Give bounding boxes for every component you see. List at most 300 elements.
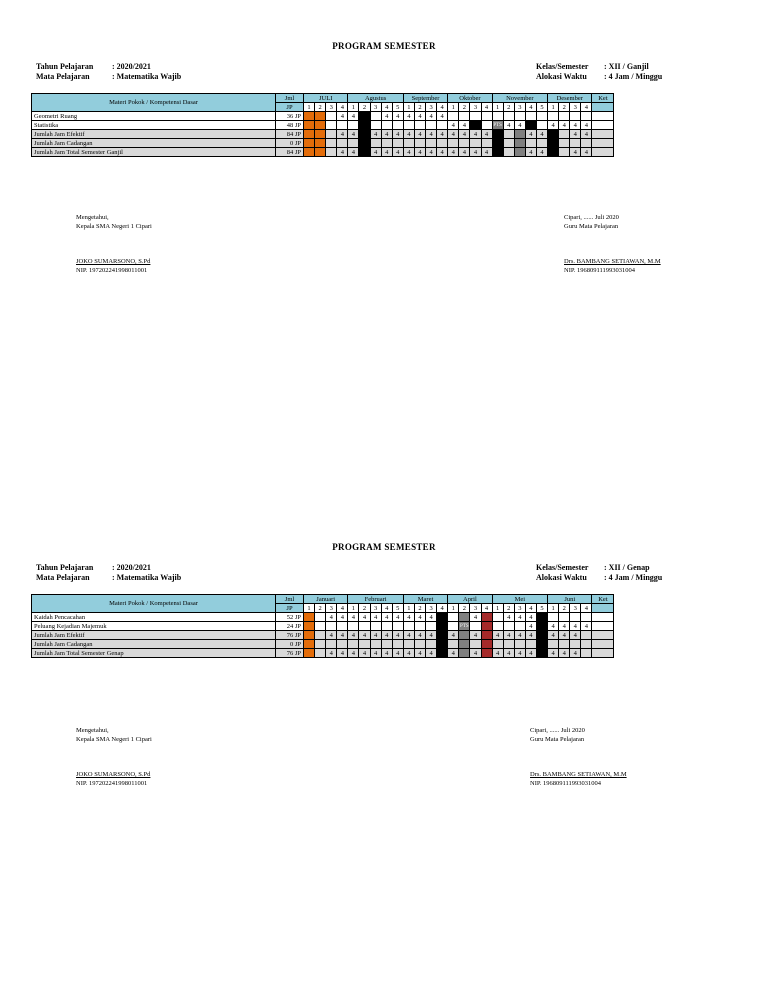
week-cell: 4 xyxy=(525,631,536,640)
week-cell: 4 xyxy=(414,130,425,139)
kelas-info-sem2 xyxy=(536,563,650,573)
week-cell: 4 xyxy=(492,631,503,640)
header-jml: Jml xyxy=(276,94,304,103)
week-cell: 4 xyxy=(470,148,481,157)
week-cell: 4 xyxy=(403,148,414,157)
row-materi: Geometri Ruang xyxy=(32,112,276,121)
week-cell: 4 xyxy=(414,148,425,157)
week-number: 4 xyxy=(481,103,492,112)
header-month: Agustus xyxy=(348,94,403,103)
week-cell: 4 xyxy=(348,130,359,139)
mengetahui-text: Mengetahui, xyxy=(76,727,109,734)
week-cell xyxy=(536,112,547,121)
week-cell xyxy=(403,622,414,631)
week-cell: 4 xyxy=(426,631,437,640)
week-number: 2 xyxy=(315,604,326,613)
week-number: 2 xyxy=(503,604,514,613)
table-row xyxy=(32,649,614,658)
header-month: Februari xyxy=(348,595,403,604)
week-number: 2 xyxy=(559,103,570,112)
week-cell xyxy=(481,622,492,631)
week-cell xyxy=(536,622,547,631)
week-cell xyxy=(304,130,315,139)
week-cell xyxy=(581,139,592,148)
week-number: 4 xyxy=(381,103,392,112)
week-cell xyxy=(503,139,514,148)
week-cell: 4 xyxy=(437,148,448,157)
row-materi: Jumlah Jam Cadangan xyxy=(32,139,276,148)
week-cell xyxy=(315,631,326,640)
week-cell: 4 xyxy=(337,631,348,640)
row-ket xyxy=(592,139,614,148)
week-cell xyxy=(414,121,425,130)
alokasi-label: Alokasi Waktu xyxy=(536,573,587,582)
header-month: April xyxy=(448,595,492,604)
week-cell xyxy=(403,640,414,649)
week-number: 4 xyxy=(337,103,348,112)
week-cell xyxy=(426,121,437,130)
header-ket: Ket xyxy=(592,94,614,103)
week-cell: 4 xyxy=(514,631,525,640)
week-cell: 4 xyxy=(581,130,592,139)
week-cell: 4 xyxy=(392,130,403,139)
week-cell: 4 xyxy=(359,631,370,640)
week-number: 2 xyxy=(359,103,370,112)
week-cell xyxy=(570,139,581,148)
row-materi: Jumlah Jam Total Semester Ganjil xyxy=(32,148,276,157)
week-cell: 4 xyxy=(514,121,525,130)
week-cell xyxy=(448,112,459,121)
row-jp: 24 JP xyxy=(276,622,304,631)
week-cell xyxy=(548,148,559,157)
week-number: 3 xyxy=(326,103,337,112)
week-number: 5 xyxy=(536,103,547,112)
week-cell xyxy=(503,622,514,631)
week-number: 4 xyxy=(481,604,492,613)
header-month: Januari xyxy=(304,595,348,604)
week-number: 3 xyxy=(514,103,525,112)
week-cell xyxy=(536,649,547,658)
week-cell xyxy=(337,622,348,631)
week-cell xyxy=(348,121,359,130)
week-cell: 4 xyxy=(525,130,536,139)
table-row xyxy=(32,121,614,130)
alokasi-label: Alokasi Waktu xyxy=(536,72,587,81)
week-cell xyxy=(492,121,503,130)
tempat-text: Cipari, ...... Juli 2020 xyxy=(564,214,619,221)
table-row xyxy=(32,622,614,631)
week-cell xyxy=(492,139,503,148)
header-month: Desember xyxy=(548,94,592,103)
signature-left-sem2 xyxy=(76,726,152,788)
week-cell: 4 xyxy=(359,649,370,658)
week-cell xyxy=(503,148,514,157)
header-jml: Jml xyxy=(276,595,304,604)
week-cell xyxy=(370,640,381,649)
week-cell xyxy=(315,148,326,157)
week-cell: 4 xyxy=(348,631,359,640)
week-cell xyxy=(514,148,525,157)
week-number: 1 xyxy=(448,604,459,613)
schedule-table-sem2 xyxy=(31,594,614,658)
tahun-label: Tahun Pelajaran xyxy=(36,563,94,572)
kepala-nama: JOKO SUMARSONO, S.Pd xyxy=(76,771,151,778)
week-cell xyxy=(536,631,547,640)
week-cell: 4 xyxy=(514,649,525,658)
week-number: 2 xyxy=(459,604,470,613)
week-number: 1 xyxy=(348,604,359,613)
week-cell: 4 xyxy=(559,649,570,658)
week-cell xyxy=(570,613,581,622)
week-cell xyxy=(536,121,547,130)
week-cell xyxy=(559,112,570,121)
week-cell: 4 xyxy=(381,613,392,622)
week-cell xyxy=(392,622,403,631)
signature-right-sem2 xyxy=(530,726,627,788)
pts-label: PTS xyxy=(493,123,502,128)
week-cell xyxy=(315,112,326,121)
week-cell xyxy=(337,121,348,130)
table-row xyxy=(32,130,614,139)
header-jp: JP xyxy=(276,604,304,613)
week-cell xyxy=(581,613,592,622)
week-cell: 4 xyxy=(503,631,514,640)
week-cell: 4 xyxy=(381,130,392,139)
week-cell xyxy=(326,121,337,130)
week-cell xyxy=(481,640,492,649)
week-cell: 4 xyxy=(381,649,392,658)
week-cell xyxy=(525,121,536,130)
week-cell xyxy=(315,121,326,130)
week-cell xyxy=(348,622,359,631)
week-cell: 4 xyxy=(437,112,448,121)
row-jp: 0 JP xyxy=(276,139,304,148)
week-cell: 4 xyxy=(337,112,348,121)
week-cell: 4 xyxy=(370,631,381,640)
week-cell xyxy=(503,640,514,649)
mengetahui-text: Mengetahui, xyxy=(76,214,109,221)
week-cell xyxy=(559,640,570,649)
week-cell xyxy=(536,139,547,148)
week-number: 1 xyxy=(548,604,559,613)
week-cell xyxy=(337,640,348,649)
week-cell xyxy=(359,121,370,130)
guru-text: Guru Mata Pelajaran xyxy=(564,223,619,230)
week-cell xyxy=(492,112,503,121)
week-cell: 4 xyxy=(570,130,581,139)
week-cell: 4 xyxy=(448,631,459,640)
header-materi: Materi Pokok / Kompetensi Dasar xyxy=(32,94,276,112)
week-cell: 4 xyxy=(570,631,581,640)
kelas-value: : XII / Genap xyxy=(604,563,650,572)
week-cell xyxy=(548,112,559,121)
week-cell: 4 xyxy=(570,649,581,658)
week-cell xyxy=(503,112,514,121)
row-ket xyxy=(592,130,614,139)
week-cell: 4 xyxy=(381,148,392,157)
week-cell: 4 xyxy=(470,631,481,640)
week-cell xyxy=(304,148,315,157)
row-materi: Jumlah Jam Efektif xyxy=(32,130,276,139)
row-ket xyxy=(592,148,614,157)
week-cell xyxy=(348,640,359,649)
week-cell xyxy=(459,613,470,622)
week-cell xyxy=(326,148,337,157)
table-row xyxy=(32,112,614,121)
week-number: 3 xyxy=(570,103,581,112)
week-cell xyxy=(426,139,437,148)
week-cell: 4 xyxy=(448,130,459,139)
week-cell: 4 xyxy=(559,121,570,130)
kepala-nama: JOKO SUMARSONO, S.Pd xyxy=(76,258,151,265)
week-cell xyxy=(492,148,503,157)
week-cell: 4 xyxy=(503,649,514,658)
week-cell xyxy=(459,640,470,649)
week-cell xyxy=(326,622,337,631)
kelas-label: Kelas/Semester xyxy=(536,563,589,572)
row-jp: 84 JP xyxy=(276,130,304,139)
week-number: 4 xyxy=(525,604,536,613)
week-cell xyxy=(437,649,448,658)
week-cell: 4 xyxy=(414,112,425,121)
week-cell xyxy=(470,622,481,631)
week-number: 4 xyxy=(437,604,448,613)
week-cell: 4 xyxy=(581,121,592,130)
week-cell xyxy=(481,613,492,622)
tahun-value: : 2020/2021 xyxy=(112,563,151,572)
week-cell xyxy=(492,622,503,631)
signature-left-sem1 xyxy=(76,213,152,275)
week-number: 1 xyxy=(304,103,315,112)
week-cell: 4 xyxy=(426,130,437,139)
week-cell xyxy=(470,640,481,649)
week-cell xyxy=(304,631,315,640)
week-cell: 4 xyxy=(492,649,503,658)
week-cell: 4 xyxy=(536,130,547,139)
week-cell: 4 xyxy=(403,130,414,139)
row-ket xyxy=(592,640,614,649)
week-number: 1 xyxy=(403,103,414,112)
week-cell xyxy=(381,121,392,130)
week-cell xyxy=(414,139,425,148)
week-cell xyxy=(315,139,326,148)
week-cell xyxy=(481,112,492,121)
header-month: Maret xyxy=(403,595,447,604)
week-cell: 4 xyxy=(370,649,381,658)
alokasi-value: : 4 Jam / Minggu xyxy=(604,72,663,81)
week-number: 1 xyxy=(403,604,414,613)
week-cell: 4 xyxy=(559,631,570,640)
week-cell xyxy=(359,130,370,139)
header-ket: Ket xyxy=(592,595,614,604)
week-cell xyxy=(536,613,547,622)
week-number: 3 xyxy=(514,604,525,613)
week-cell xyxy=(304,622,315,631)
week-cell xyxy=(548,640,559,649)
week-cell xyxy=(414,622,425,631)
row-jp: 84 JP xyxy=(276,148,304,157)
page-title-sem2: PROGRAM SEMESTER xyxy=(332,542,436,552)
week-cell: 4 xyxy=(581,622,592,631)
week-cell xyxy=(315,613,326,622)
week-number: 3 xyxy=(470,604,481,613)
week-cell: 4 xyxy=(403,613,414,622)
week-number: 4 xyxy=(525,103,536,112)
header-month: Oktober xyxy=(448,94,492,103)
week-cell xyxy=(459,112,470,121)
header-ket-blank xyxy=(592,604,614,613)
week-cell: 4 xyxy=(426,613,437,622)
week-number: 1 xyxy=(492,103,503,112)
week-cell: 4 xyxy=(359,613,370,622)
week-cell: 4 xyxy=(503,121,514,130)
week-cell: 4 xyxy=(503,613,514,622)
week-number: 1 xyxy=(492,604,503,613)
week-cell xyxy=(514,112,525,121)
week-cell xyxy=(459,649,470,658)
week-number: 3 xyxy=(426,604,437,613)
week-cell: 4 xyxy=(337,148,348,157)
week-cell xyxy=(359,112,370,121)
tempat-text: Cipari, ...... Juli 2020 xyxy=(530,727,585,734)
week-cell xyxy=(470,112,481,121)
week-number: 3 xyxy=(370,103,381,112)
week-cell xyxy=(437,631,448,640)
row-ket xyxy=(592,613,614,622)
week-number: 1 xyxy=(448,103,459,112)
row-materi: Jumlah Jam Cadangan xyxy=(32,640,276,649)
week-cell: 4 xyxy=(403,631,414,640)
week-cell xyxy=(459,631,470,640)
pts-label: PTS xyxy=(460,624,469,629)
header-materi: Materi Pokok / Kompetensi Dasar xyxy=(32,595,276,613)
week-number: 1 xyxy=(348,103,359,112)
week-cell xyxy=(559,139,570,148)
week-cell xyxy=(381,139,392,148)
week-cell: 4 xyxy=(414,631,425,640)
week-number: 3 xyxy=(370,604,381,613)
week-cell: 4 xyxy=(548,622,559,631)
week-cell: 4 xyxy=(337,649,348,658)
week-cell: 4 xyxy=(337,130,348,139)
week-cell xyxy=(559,130,570,139)
week-cell: 4 xyxy=(470,130,481,139)
week-number: 2 xyxy=(459,103,470,112)
signature-right-sem1 xyxy=(564,213,661,275)
week-cell xyxy=(514,622,525,631)
week-cell: 4 xyxy=(403,112,414,121)
week-cell xyxy=(326,139,337,148)
week-cell xyxy=(448,622,459,631)
row-ket xyxy=(592,121,614,130)
mapel-info-sem2 xyxy=(36,573,181,583)
week-cell: 4 xyxy=(570,121,581,130)
week-cell: 4 xyxy=(525,613,536,622)
kepala-nip: NIP. 197202241998011001 xyxy=(76,267,148,274)
week-number: 2 xyxy=(414,604,425,613)
week-cell xyxy=(514,640,525,649)
guru-nip: NIP. 196809111993031004 xyxy=(564,267,636,274)
week-cell xyxy=(315,130,326,139)
week-cell xyxy=(392,121,403,130)
week-cell: 4 xyxy=(414,613,425,622)
page-title-sem1: PROGRAM SEMESTER xyxy=(332,41,436,51)
row-jp: 52 JP xyxy=(276,613,304,622)
row-ket xyxy=(592,112,614,121)
alokasi-info-sem2 xyxy=(536,573,662,583)
week-cell: 4 xyxy=(481,130,492,139)
week-cell xyxy=(381,622,392,631)
week-number: 3 xyxy=(326,604,337,613)
guru-text: Guru Mata Pelajaran xyxy=(530,736,585,743)
week-cell: 4 xyxy=(581,148,592,157)
week-cell: 4 xyxy=(392,631,403,640)
week-cell: 4 xyxy=(348,649,359,658)
row-jp: 76 JP xyxy=(276,631,304,640)
week-cell: 4 xyxy=(437,130,448,139)
week-cell xyxy=(370,622,381,631)
week-cell xyxy=(481,121,492,130)
week-cell xyxy=(581,112,592,121)
week-cell xyxy=(381,640,392,649)
header-month: November xyxy=(492,94,547,103)
week-number: 2 xyxy=(503,103,514,112)
week-cell xyxy=(304,139,315,148)
kepala-nip: NIP. 197202241998011001 xyxy=(76,780,148,787)
week-cell: 4 xyxy=(448,649,459,658)
week-cell xyxy=(570,640,581,649)
schedule-table-sem1 xyxy=(31,93,614,157)
header-jp: JP xyxy=(276,103,304,112)
week-cell: 4 xyxy=(392,148,403,157)
week-cell: 4 xyxy=(392,649,403,658)
week-cell xyxy=(470,139,481,148)
week-cell xyxy=(559,148,570,157)
week-number: 2 xyxy=(414,103,425,112)
week-cell: 4 xyxy=(403,649,414,658)
kelas-info-sem1 xyxy=(536,62,649,72)
row-materi: Jumlah Jam Efektif xyxy=(32,631,276,640)
row-jp: 76 JP xyxy=(276,649,304,658)
week-cell: 4 xyxy=(426,649,437,658)
week-number: 5 xyxy=(536,604,547,613)
week-cell: 4 xyxy=(448,121,459,130)
week-cell xyxy=(470,121,481,130)
week-cell xyxy=(403,121,414,130)
week-cell xyxy=(437,139,448,148)
week-number: 2 xyxy=(359,604,370,613)
week-cell: 4 xyxy=(370,130,381,139)
week-cell xyxy=(304,649,315,658)
mapel-label: Mata Pelajaran xyxy=(36,573,90,582)
week-cell: 4 xyxy=(559,622,570,631)
week-cell: 4 xyxy=(459,121,470,130)
week-cell: 4 xyxy=(470,649,481,658)
week-cell: 4 xyxy=(481,148,492,157)
week-cell xyxy=(492,613,503,622)
week-cell xyxy=(359,640,370,649)
kelas-label: Kelas/Semester xyxy=(536,62,589,71)
week-number: 2 xyxy=(559,604,570,613)
row-materi: Peluang Kejadian Majemuk xyxy=(32,622,276,631)
week-cell: 4 xyxy=(548,631,559,640)
week-cell xyxy=(326,112,337,121)
row-ket xyxy=(592,649,614,658)
alokasi-info-sem1 xyxy=(536,72,662,82)
week-cell xyxy=(525,139,536,148)
week-cell: 4 xyxy=(459,130,470,139)
week-cell xyxy=(503,130,514,139)
